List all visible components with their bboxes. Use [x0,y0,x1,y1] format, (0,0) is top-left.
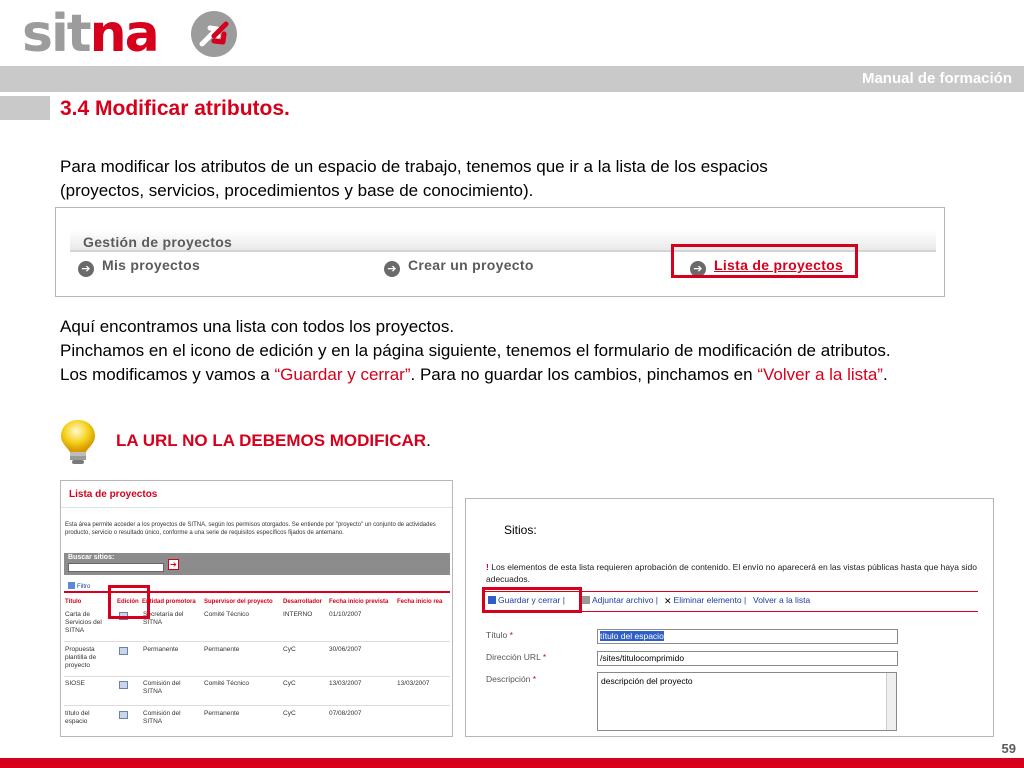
column-header[interactable]: Título [65,599,82,605]
row-cell: CyC [283,646,296,653]
tool-label: Eliminar elemento [673,595,742,605]
row-cell: Permanente [143,646,179,653]
tip-period: . [426,431,431,450]
text-segment: Los modificamos y vamos a [60,365,275,384]
page-title: 3.4 Modificar atributos. [60,97,290,120]
list-title: Lista de proyectos [69,489,158,500]
row-cell: 30/06/2007 [329,646,362,653]
required-mark: * [532,674,537,684]
back-to-list-button[interactable] [753,595,810,605]
row-cell: 13/03/2007 [397,680,430,687]
tool-label: Guardar y cerrar [498,595,561,605]
search-panel [64,553,450,575]
row-cell: Comisión del SITNA [143,710,181,725]
menu-item-mis-proyectos[interactable] [78,257,200,277]
divider [61,507,452,508]
approval-note [486,561,986,585]
explanation-line-1: Aquí encontramos una lista con todos los proyectos. [60,317,455,336]
note-text: Los elementos de esta lista requieren aprobación de contenido. El envío no aparecerá en las vistas públicas hasta que haya sido adecuados. [486,562,977,584]
row-cell: Secretaría del SITNA [143,611,184,626]
row-cell: Permanente [204,646,240,653]
row-divider [64,641,450,642]
edit-icon[interactable] [119,647,128,655]
row-divider [64,705,450,706]
attach-file-button[interactable]: Adjuntar archivo | [582,595,658,605]
highlight-box [671,244,858,278]
explanation-line-3 [60,363,891,387]
paperclip-icon [582,596,590,604]
explanation-line-2: Pinchamos en el icono de edición y en la página siguiente, tenemos el formulario de modificación de atributos. [60,341,891,360]
row-cell: 13/03/2007 [329,680,362,687]
explanation-paragraph [60,315,891,387]
row-cell: Comité Técnico [204,611,250,618]
arrow-right-icon: ➔ [78,261,94,277]
description-label [486,674,536,684]
required-mark: * [542,652,547,662]
tip-message: LA URL NO LA DEBEMOS MODIFICAR [116,431,427,450]
logo-arrows-icon [190,10,238,58]
text-segment: . [882,365,888,384]
title-marker [0,96,50,120]
delete-item-button[interactable]: ✕ Eliminar elemento | [664,595,747,606]
intro-paragraph [60,155,768,203]
manual-label: Manual de formación [861,70,1012,87]
column-header[interactable]: Edición [117,599,139,605]
guardar-cerrar-ref: “Guardar y cerrar” [274,365,411,384]
label-text: Título [486,630,508,640]
filter-button[interactable] [68,582,90,590]
logo-text-sit: sit [22,4,90,64]
scrollbar[interactable] [886,673,896,730]
column-header[interactable]: Supervisor del proyecto [204,599,273,605]
menu-item-crear-proyecto[interactable] [384,257,534,277]
page-number: 59 [1001,741,1016,756]
tool-label: Adjuntar archivo [592,595,654,605]
sitna-logo [22,6,242,62]
row-cell: 07/08/2007 [329,710,362,717]
filter-icon [68,582,75,589]
menu-item-label: Lista de proyectos [714,257,844,273]
required-mark: * [509,630,513,640]
save-close-button[interactable]: Guardar y cerrar | [488,595,565,605]
arrow-right-icon: ➔ [690,261,706,277]
intro-line-1: Para modificar los atributos de un espacio de trabajo, tenemos que ir a la lista de los espacios [60,157,768,176]
row-divider [64,676,450,677]
column-header[interactable]: Fecha inicio rea [397,599,443,605]
row-cell: INTERNO [283,611,313,618]
title-value: título del espacio [600,631,664,641]
filter-label: Filtro [77,584,91,590]
edit-icon[interactable] [119,711,128,719]
menu-heading: Gestión de proyectos [83,234,233,250]
logo-text-na: na [89,4,158,64]
search-input[interactable] [68,563,164,572]
tip-text [116,431,431,451]
url-value: /sites/titulocomprimido [600,653,685,663]
intro-line-2: (proyectos, servicios, procedimientos y base de conocimiento). [60,181,534,200]
text-segment: . Para no guardar los cambios, pinchamos en [410,365,758,384]
label-text: Dirección URL [486,652,541,662]
arrow-right-icon: ➔ [384,261,400,277]
row-cell: Comisión del SITNA [143,680,181,695]
edit-icon[interactable] [119,681,128,689]
row-cell: Permanente [204,710,240,717]
menu-screenshot [55,207,945,297]
highlight-box [108,585,150,619]
tool-label: Volver a la lista [753,595,811,605]
form-title: Sitios: [504,523,537,537]
description-field[interactable] [597,672,897,731]
column-header[interactable]: Entidad promotora [142,599,196,605]
label-text: Descripción [486,674,531,684]
row-title[interactable]: título del espacio [65,710,90,725]
column-header[interactable]: Desarrollador [283,599,323,605]
search-label: Buscar sitios: [68,554,115,561]
form-screenshot [465,498,994,737]
row-title[interactable]: Carta de Servicios del SITNA [65,611,102,634]
description-value: descripción del proyecto [601,676,693,686]
row-cell: 01/10/2007 [329,611,362,618]
header-bar [0,66,1024,92]
volver-lista-ref: “Volver a la lista” [757,365,883,384]
row-cell: CyC [283,710,296,717]
delete-x-icon: ✕ [664,596,672,606]
highlight-box [482,587,582,613]
row-title[interactable]: Propuesta plantilla de proyecto [65,646,97,669]
row-cell: CyC [283,680,296,687]
url-label [486,652,546,662]
title-field[interactable] [597,629,898,644]
menu-item-label: Crear un proyecto [408,257,534,273]
menu-item-label: Mis proyectos [102,257,201,273]
row-title[interactable]: SIOSE [65,680,85,687]
footer-bar [0,758,1024,768]
list-description: Esta área permite acceder a los proyectos de SITNA, según los permisos otorgados. Se entiende por "proyecto" un conjunto de actividades producto, servicio o resultado único, conforme a una serie de requisitos específicos fijados de antemano. [65,522,436,536]
list-screenshot [60,480,453,737]
url-field[interactable] [597,651,898,666]
search-go-icon[interactable]: ➔ [168,559,179,570]
lightbulb-icon [58,418,98,466]
title-label [486,630,513,640]
column-header[interactable]: Fecha inicio prevista [329,599,389,605]
row-cell: Comité Técnico [204,680,250,687]
warning-icon: ! [486,562,489,572]
